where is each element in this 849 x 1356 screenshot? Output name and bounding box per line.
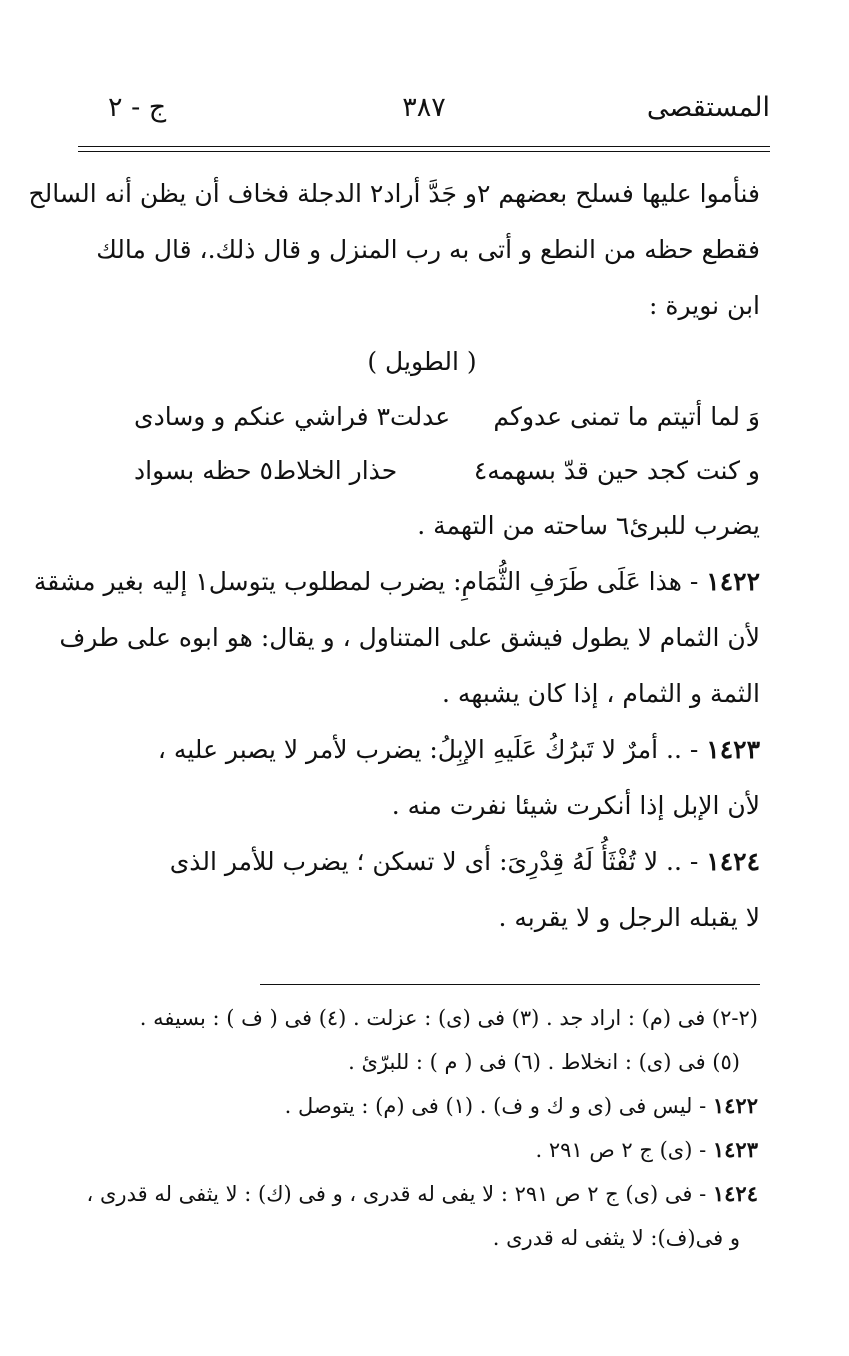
footnotes <box>86 996 758 1260</box>
page-number: ٣٨٧ <box>402 92 446 123</box>
footnote-number: ١٤٢٣ <box>712 1137 758 1162</box>
running-header <box>78 92 770 136</box>
entry-text: لا يقبله الرجل و لا يقربه . <box>498 903 760 932</box>
proverb-entry <box>84 722 760 834</box>
entry-text: الثمة و الثمام ، إذا كان يشبهه . <box>442 679 760 708</box>
footnote-rule <box>260 984 760 985</box>
proverb-entry <box>33 554 760 722</box>
verse-first-hemistich: و كنت كجد حين قدّ بسهمه٤ <box>473 456 760 485</box>
intro-line: ابن نويرة : <box>649 291 760 320</box>
verse-line <box>84 390 760 444</box>
verse-second-hemistich: حذار الخلاط٥ حظه بسواد <box>134 456 398 485</box>
entry-line <box>84 722 760 778</box>
header-rule-bottom <box>78 151 770 152</box>
footnote-line <box>90 1216 758 1260</box>
entry-number: ١٤٢٢ <box>706 567 760 596</box>
entry-text: - .. لا تُفْثَأُ لَهُ قِدْرِىَ: أى لا تسكن ؛ يضرب للأمر الذى <box>169 847 707 876</box>
main-text <box>28 166 760 946</box>
entry-text: لأن الثمام لا يطول فيشق على المتناول ، و يقال: هو ابوه على طرف <box>59 623 760 652</box>
proverb-entry <box>84 834 760 946</box>
footnote-line <box>86 1172 758 1216</box>
footnote-line <box>90 996 758 1040</box>
footnote-text: و فى(ف): لا يثفى له قدرى . <box>492 1226 740 1250</box>
footnote-text: (٥) فى (ى) : انخلاط . (٦) فى ( م ) : للبرّئ . <box>348 1050 740 1074</box>
entry-number: ١٤٢٤ <box>706 847 760 876</box>
header-rule-top <box>78 146 770 147</box>
footnote-number: ١٤٢٢ <box>712 1093 758 1118</box>
book-title: المستقصى <box>646 92 770 123</box>
entry-line <box>84 778 760 834</box>
intro-line: فنأموا عليها فسلح بعضهم ٢و جَدَّ أراد٢ الدجلة فخاف أن يظن أنه السالح <box>28 179 760 208</box>
entry-line <box>33 554 760 610</box>
footnote-text: - (ى) ج ٢ ص ٢٩١ . <box>535 1138 713 1162</box>
footnote-number: ١٤٢٤ <box>712 1181 758 1206</box>
part-label: ج - ٢ <box>108 92 167 123</box>
after-verse-line: يضرب للبرئ٦ ساحته من التهمة . <box>417 511 760 540</box>
intro-line: فقطع حظه من النطع و أتى به رب المنزل و قال ذلك.، قال مالك <box>96 235 760 264</box>
footnote-text: (٢-٢) فى (م) : اراد جد . (٣) فى (ى) : عزلت . (٤) فى ( ف ) : بسيفه . <box>139 1006 758 1030</box>
footnote-line <box>90 1084 758 1128</box>
verse-first-hemistich: وَ لما أتيتم ما تمنى عدوكم <box>493 402 760 431</box>
entry-line <box>59 610 760 666</box>
entry-text: - .. أمرٌ لا تَبرُكُ عَلَيهِ الإبِلُ: يضرب لأمر لا يصبر عليه ، <box>157 735 707 764</box>
meter-label: ( الطويل ) <box>367 347 477 376</box>
entry-line <box>84 834 760 890</box>
entry-text: لأن الإبل إذا أنكرت شيئا نفرت منه . <box>391 791 760 820</box>
footnote-line <box>90 1040 758 1084</box>
entry-text: - هذا عَلَى طَرَفِ الثُّمَامِ: يضرب لمطلوب يتوسل١ إليه بغير مشقة <box>33 567 707 596</box>
verse-line <box>84 444 760 498</box>
footnote-text: - ليس فى (ى و ك و ف) . (١) فى (م) : يتوصل . <box>284 1094 713 1118</box>
entry-line <box>84 666 760 722</box>
footnote-line <box>90 1128 758 1172</box>
footnote-text: - فى (ى) ج ٢ ص ٢٩١ : لا يفى له قدرى ، و فى (ك) : لا يثفى له قدرى ، <box>86 1182 713 1206</box>
entry-line <box>84 890 760 946</box>
verse-second-hemistich: عدلت٣ فراشي عنكم و وسادى <box>134 402 451 431</box>
entry-number: ١٤٢٣ <box>706 735 760 764</box>
